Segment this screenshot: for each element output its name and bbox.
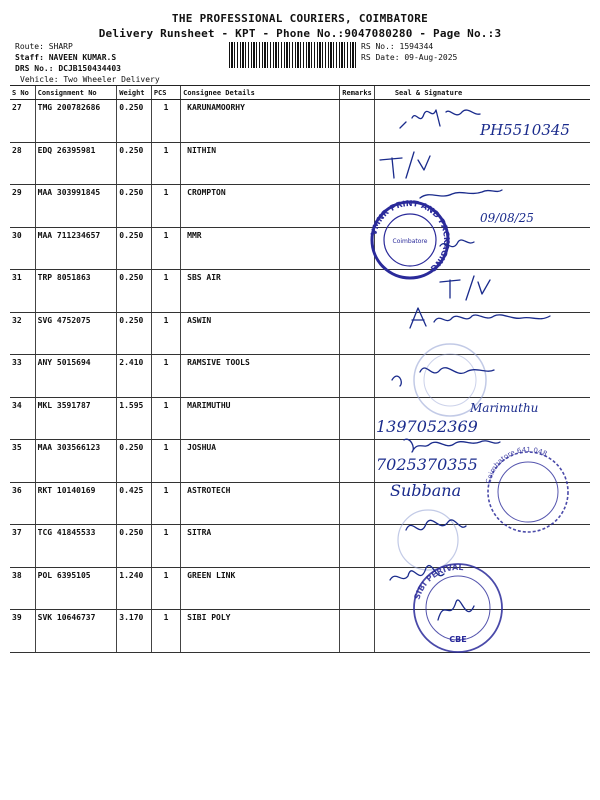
row-sno: 31 — [10, 270, 35, 313]
row-seal — [374, 227, 590, 270]
coimbatore-stamp-text: Coimbatore 641 048 — [484, 445, 549, 485]
row-consignment: MKL 3591787 — [35, 397, 117, 440]
row-sno: 38 — [10, 567, 35, 610]
row-consignee: SIBI POLY — [181, 610, 340, 653]
row-sno: 30 — [10, 227, 35, 270]
table-row — [10, 312, 590, 355]
barcode-icon — [229, 42, 356, 68]
row-consignment: RKT 10140169 — [35, 482, 117, 525]
row-pcs: 1 — [151, 100, 180, 143]
row-remarks — [340, 397, 375, 440]
row-consignment: TCG 41845533 — [35, 525, 117, 568]
row35-handwritten-phone: 7025370355 — [376, 455, 478, 474]
row-weight: 2.410 — [117, 355, 152, 398]
row-sno: 32 — [10, 312, 35, 355]
table-row — [10, 270, 590, 313]
row-seal — [374, 142, 590, 185]
row-seal — [374, 397, 590, 440]
row-consignment: MAA 303566123 — [35, 440, 117, 483]
row-sno: 29 — [10, 185, 35, 228]
table-row — [10, 440, 590, 483]
row-sno: 34 — [10, 397, 35, 440]
col-header-details: Consignee Details — [181, 86, 340, 100]
row-seal — [374, 610, 590, 653]
table-row — [10, 100, 590, 143]
row-consignee: KARUNAMOORHY — [181, 100, 340, 143]
row-remarks — [340, 270, 375, 313]
row-seal — [374, 312, 590, 355]
row-weight: 0.250 — [117, 227, 152, 270]
drs-info: DRS No.: DCJB150434403 — [15, 64, 121, 73]
row-seal — [374, 567, 590, 610]
row-consignment: TRP 8051863 — [35, 270, 117, 313]
row-remarks — [340, 525, 375, 568]
staff-info: Staff: NAVEEN KUMAR.S — [15, 53, 117, 62]
col-header-pcs: PCS — [151, 86, 180, 100]
row-consignee: NITHIN — [181, 142, 340, 185]
row-remarks — [340, 227, 375, 270]
rs-date: RS Date: 09-Aug-2025 — [361, 53, 458, 62]
row-consignment: ANY 5015694 — [35, 355, 117, 398]
row-sno: 35 — [10, 440, 35, 483]
row-remarks — [340, 567, 375, 610]
row34-handwritten-phone: 1397052369 — [376, 417, 478, 436]
row34-handwritten-name: Marimuthu — [470, 401, 539, 415]
row-consignee: ASWIN — [181, 312, 340, 355]
row-weight: 0.250 — [117, 185, 152, 228]
runsheet-table — [10, 85, 590, 653]
row-remarks — [340, 142, 375, 185]
row-sno: 33 — [10, 355, 35, 398]
row-consignee: GREEN LINK — [181, 567, 340, 610]
row-remarks — [340, 440, 375, 483]
col-header-consignment: Consignment No — [35, 86, 117, 100]
row-pcs: 1 — [151, 567, 180, 610]
row-consignment: SVG 4752075 — [35, 312, 117, 355]
table-row — [10, 227, 590, 270]
row-pcs: 1 — [151, 525, 180, 568]
row-sno: 28 — [10, 142, 35, 185]
col-header-weight: Weight — [117, 86, 152, 100]
row-remarks — [340, 185, 375, 228]
row-remarks — [340, 100, 375, 143]
row-seal — [374, 525, 590, 568]
table-header-row — [10, 86, 590, 100]
row-consignee: SITRA — [181, 525, 340, 568]
col-header-sno: S No — [10, 86, 35, 100]
row27-handwritten-number: PH5510345 — [480, 121, 570, 139]
row-pcs: 1 — [151, 355, 180, 398]
row-weight: 0.250 — [117, 312, 152, 355]
row-weight: 3.170 — [117, 610, 152, 653]
row-sno: 36 — [10, 482, 35, 525]
row-consignment: SVK 10646737 — [35, 610, 117, 653]
table-row — [10, 185, 590, 228]
row-consignment: POL 6395105 — [35, 567, 117, 610]
row-consignment: MAA 711234657 — [35, 227, 117, 270]
row-weight: 0.425 — [117, 482, 152, 525]
sibi-stamp-sub: CBE — [449, 635, 467, 644]
row-weight: 0.250 — [117, 440, 152, 483]
row-consignment: TMG 200782686 — [35, 100, 117, 143]
row-seal — [374, 482, 590, 525]
col-header-seal: Seal & Signature — [374, 86, 590, 100]
sibi-stamp-text: SIBI PERIVAL — [412, 562, 464, 601]
row-remarks — [340, 312, 375, 355]
row-seal — [374, 100, 590, 143]
vmnr-stamp-sub: Coimbatore — [392, 238, 428, 245]
table-row — [10, 397, 590, 440]
row-consignee: CROMPTON — [181, 185, 340, 228]
row-seal — [374, 185, 590, 228]
row-pcs: 1 — [151, 482, 180, 525]
row-seal — [374, 270, 590, 313]
row-weight: 0.250 — [117, 525, 152, 568]
row-sno: 27 — [10, 100, 35, 143]
row-consignee: MMR — [181, 227, 340, 270]
row-weight: 0.250 — [117, 100, 152, 143]
row-sno: 39 — [10, 610, 35, 653]
row-consignee: ASTROTECH — [181, 482, 340, 525]
row-pcs: 1 — [151, 270, 180, 313]
row-consignee: SBS AIR — [181, 270, 340, 313]
row-pcs: 1 — [151, 610, 180, 653]
rs-number: RS No.: 1594344 — [361, 42, 434, 51]
runsheet-subtitle: Delivery Runsheet - KPT - Phone No.:9047080280 - Page No.:3 — [98, 27, 502, 40]
row-consignee: RAMSIVE TOOLS — [181, 355, 340, 398]
row-pcs: 1 — [151, 397, 180, 440]
row-consignee: JOSHUA — [181, 440, 340, 483]
row-pcs: 1 — [151, 185, 180, 228]
company-title: THE PROFESSIONAL COURIERS, COIMBATORE — [171, 12, 429, 25]
row-weight: 0.250 — [117, 270, 152, 313]
row-sno: 37 — [10, 525, 35, 568]
row-remarks — [340, 610, 375, 653]
table-row — [10, 482, 590, 525]
table-row — [10, 567, 590, 610]
row-seal — [374, 355, 590, 398]
row-pcs: 1 — [151, 440, 180, 483]
row-seal — [374, 440, 590, 483]
row-remarks — [340, 482, 375, 525]
col-header-remarks: Remarks — [340, 86, 375, 100]
row-pcs: 1 — [151, 312, 180, 355]
route-info: Route: SHARP — [15, 42, 73, 51]
vehicle-info: Vehicle: Two Wheeler Delivery — [20, 75, 160, 84]
table-row — [10, 525, 590, 568]
row-remarks — [340, 355, 375, 398]
row-pcs: 1 — [151, 142, 180, 185]
table-row — [10, 142, 590, 185]
row-consignment: MAA 303991845 — [35, 185, 117, 228]
row-weight: 0.250 — [117, 142, 152, 185]
table-row — [10, 355, 590, 398]
row-consignee: MARIMUTHU — [181, 397, 340, 440]
row-weight: 1.240 — [117, 567, 152, 610]
row-consignment: EDQ 26395981 — [35, 142, 117, 185]
row36-handwritten-signature: Subbana — [390, 481, 462, 500]
table-row — [10, 610, 590, 653]
row-pcs: 1 — [151, 227, 180, 270]
row29-handwritten-date: 09/08/25 — [480, 211, 534, 225]
row-weight: 1.595 — [117, 397, 152, 440]
vmnr-stamp-text: VMNR PRINT AND PACKAGING — [369, 198, 452, 274]
